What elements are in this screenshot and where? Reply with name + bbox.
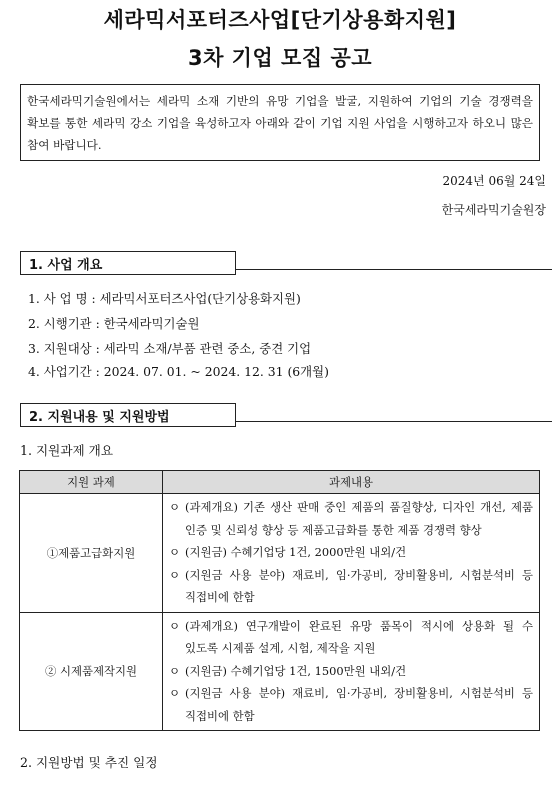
section2-heading <box>20 403 236 427</box>
bullet-marker: ㅇ <box>169 567 181 582</box>
list-item <box>169 660 533 683</box>
table-row <box>20 612 540 731</box>
bullet-text: (지원금) 수혜기업당 1건, 1500만원 내외/건 <box>185 663 407 678</box>
page-subtitle: 3차 기업 모집 공고 <box>187 46 373 70</box>
list-item <box>169 496 533 541</box>
page-title: 세라믹서포터즈사업[단기상용화지원] <box>103 8 457 32</box>
task-table <box>19 470 540 731</box>
task-name: ② 시제품제작지원 <box>20 612 163 731</box>
subsection-task-overview: 1. 지원과제 개요 <box>20 443 114 458</box>
table-header-content: 과제내용 <box>163 471 540 494</box>
table-header-task: 지원 과제 <box>20 471 163 494</box>
list-item <box>169 564 533 609</box>
bullet-marker: ㅇ <box>169 686 181 700</box>
overview-item-target: 3. 지원대상 : 세라믹 소재/부품 관련 중소, 중견 기업 <box>28 341 312 356</box>
section1-heading <box>20 251 236 275</box>
overview-item-period: 4. 사업기간 : 2024. 07. 01. ~ 2024. 12. 31 (6개월) <box>28 364 329 379</box>
list-item <box>169 615 533 660</box>
overview-item-name: 1. 사 업 명 : 세라믹서포터즈사업(단기상용화지원) <box>28 291 301 306</box>
task-name: ①제품고급화지원 <box>20 494 163 613</box>
issuer-name: 한국세라믹기술원장 <box>441 203 546 217</box>
bullet-text: (과제개요) 기존 생산 판매 중인 제품의 품질향상, 디자인 개선, 제품 인증 및 신뢰성 향상 등 제품고급화를 통한 제품 경쟁력 향상 <box>185 500 533 537</box>
bullet-text: (지원금 사용 분야) 재료비, 임·가공비, 장비활용비, 시험분석비 등 직접비에 한함 <box>185 567 533 604</box>
table-row <box>20 494 540 613</box>
section2-heading-text: 2. 지원내용 및 지원방법 <box>29 409 170 425</box>
list-item <box>169 541 533 564</box>
task-content <box>163 612 540 731</box>
task-content <box>163 494 540 613</box>
overview-item-agency: 2. 시행기관 : 한국세라믹기술원 <box>28 316 200 331</box>
bullet-marker: ㅇ <box>169 618 181 633</box>
bullet-marker: ㅇ <box>169 545 181 559</box>
bullet-text: (지원금 사용 분야) 재료비, 임·가공비, 장비활용비, 시험분석비 등 직접비에 한함 <box>185 686 533 723</box>
list-item <box>169 682 533 727</box>
table-header-row <box>20 471 540 494</box>
intro-box: 한국세라믹기술원에서는 세라믹 소재 기반의 유망 기업을 발굴, 지원하여 기업의 기술 경쟁력을 확보를 통한 세라믹 강소 기업을 육성하고자 아래와 같이 기업 지원 사업을 시행하고자 하오니 많은 참여 바랍니다. <box>20 84 540 161</box>
section1-underline <box>236 269 552 270</box>
bullet-text: (과제개요) 연구개발이 완료된 유망 품목이 적시에 상용화 될 수 있도록 시제품 설계, 시험, 제작을 지원 <box>185 618 533 655</box>
bullet-marker: ㅇ <box>169 663 181 678</box>
bullet-marker: ㅇ <box>169 500 181 514</box>
section1-heading-text: 1. 사업 개요 <box>29 257 103 273</box>
bullet-text: (지원금) 수혜기업당 1건, 2000만원 내외/건 <box>185 545 407 559</box>
announcement-date: 2024년 06월 24일 <box>442 174 546 188</box>
section2-underline <box>236 421 552 422</box>
subsection-method-schedule: 2. 지원방법 및 추진 일정 <box>20 755 158 770</box>
